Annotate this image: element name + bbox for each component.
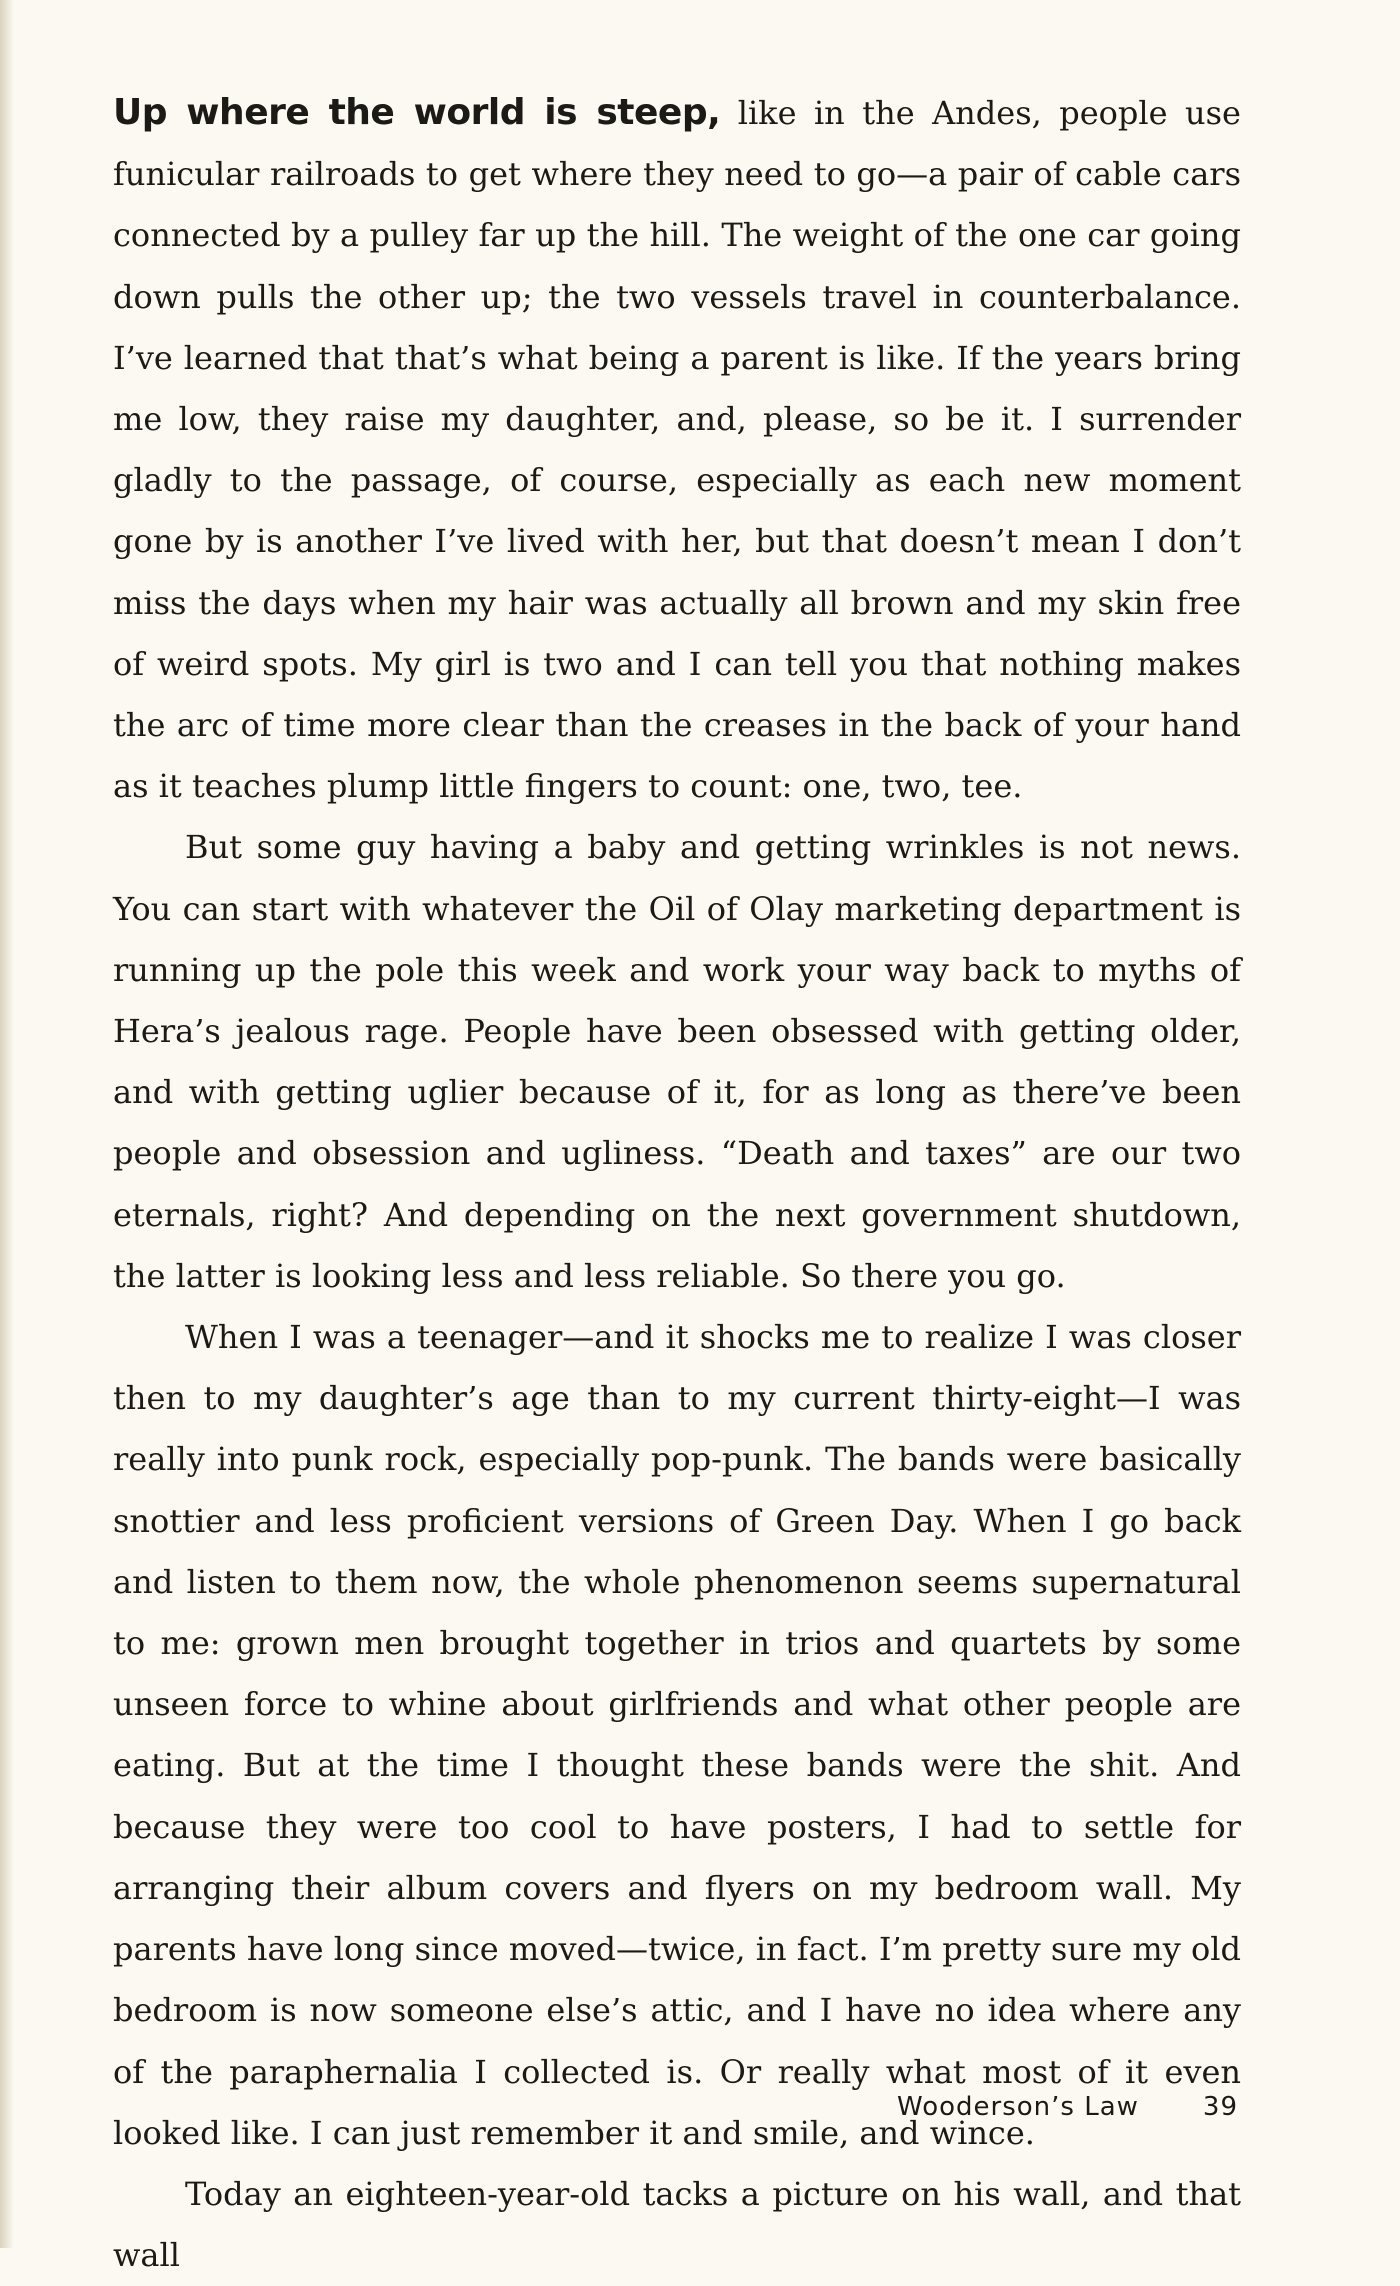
lead-in-phrase: Up where the world is steep, (113, 92, 721, 133)
page-footer (897, 2092, 1238, 2122)
paragraph-1-text: like in the Andes, people use funicular railroads to get where they need to go—a pair of cable cars connected by a pulley far up the hill. The weight of the one car going down pulls the other up; the two vessels travel in counterbalance. I’ve learned that that’s what being a parent is like. If the years bring me low, they raise my daughter, and, please, so be it. I surrender gladly to the passage, of course, especially as each new moment gone by is another I’ve lived with her, but that doesn’t mean I don’t miss the days when my hair was actually all brown and my skin free of weird spots. My girl is two and I can tell you that nothing makes the arc of time more clear than the creases in the back of your hand as it teaches plump little fingers to count: one, two, tee. (113, 94, 1241, 806)
page-number: 39 (1202, 2092, 1238, 2122)
paragraph-2: But some guy having a baby and getting wrinkles is not news. You can start with whatever the Oil of Olay marketing department is running up the pole this week and work your way back to myths of Hera’s jealous rage. People have been obsessed with getting older, and with getting uglier because of it, for as long as there’ve been people and obsession and ugliness. “Death and taxes” are our two eternals, right? And depending on the next government shutdown, the latter is looking less and less reliable. So there you go. (113, 828, 1241, 1295)
paragraph-3: When I was a teenager—and it shocks me to realize I was closer then to my daughter’s age than to my current thirty-eight—I was really into punk rock, especially pop-punk. The bands were basically snottier and less proficient versions of Green Day. When I go back and listen to them now, the whole phenomenon seems supernatural to me: grown men brought together in trios and quartets by some unseen force to whine about girlfriends and what other people are eating. But at the time I thought these bands were the shit. And because they were too cool to have posters, I had to settle for arranging their album covers and flyers on my bedroom wall. My parents have long since moved—twice, in fact. I’m pretty sure my old bedroom is now someone else’s attic, and I have no idea where any of the paraphernalia I collected is. Or really what most of it even looked like. I can just remember it and smile, and wince. (113, 1318, 1241, 2152)
body-text (113, 82, 1241, 2286)
running-title: Wooderson’s Law (897, 2092, 1139, 2122)
paragraph-1 (113, 82, 1241, 817)
paragraph-4: Today an eighteen-year-old tacks a picture on his wall, and that wall (113, 2174, 1241, 2275)
